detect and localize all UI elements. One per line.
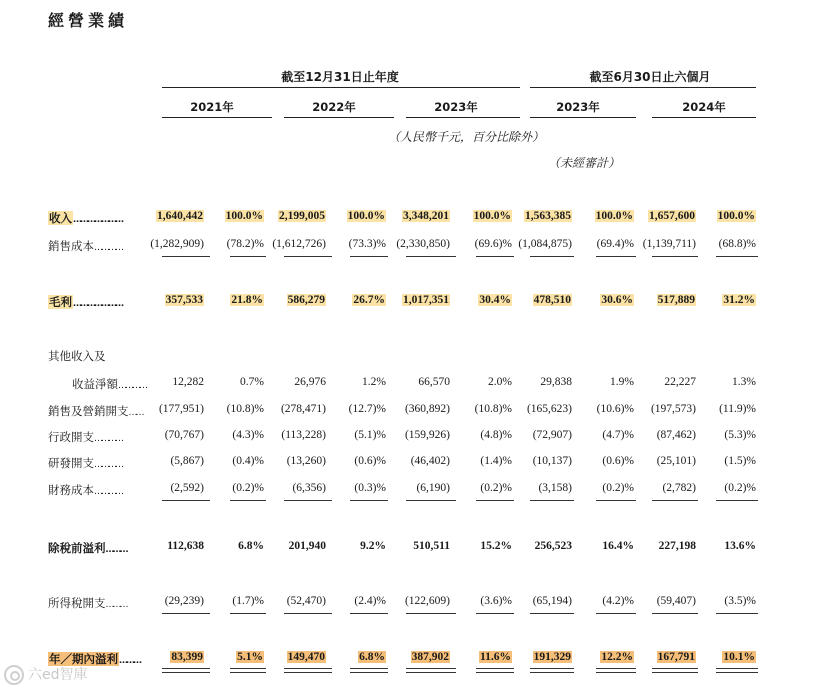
amount-cell [586,482,696,494]
cell-value: 29,838 [540,376,572,388]
cell-value: 100.0% [473,210,511,222]
row-label-text: 銷售及營銷開支 [48,404,129,418]
total-double-rule [652,668,698,673]
cell-value: 15.2% [480,540,512,552]
cell-value: (68.8)% [718,238,756,250]
amount-cell [216,403,326,415]
subtotal-rule [406,256,456,257]
amount-cell [462,403,572,415]
amount-cell [216,294,326,306]
amount-cell [216,210,326,222]
subtotal-rule [406,500,456,501]
amount-cell [216,540,326,552]
cell-value: (12.7)% [348,403,386,415]
cell-value: 100.0% [717,210,755,222]
cell-value: (113,228) [281,429,326,441]
amount-cell [462,595,572,607]
percent-cell [696,238,756,250]
amount-cell [586,595,696,607]
page-title: 經營業績 [48,11,129,30]
cell-value: (25,101) [656,455,696,467]
amount-cell [340,455,450,467]
cell-value: (1,282,909) [150,238,204,250]
percent-cell [696,651,756,663]
total-double-rule [476,668,514,673]
amount-cell [340,540,450,552]
cell-value: 100.0% [347,210,385,222]
total-double-rule [162,668,210,673]
cell-value: (165,623) [526,403,572,415]
cell-value: (5.1)% [354,429,386,441]
amount-cell [94,455,204,467]
percent-cell [696,210,756,222]
cell-value: 26,976 [294,376,326,388]
percent-cell [696,482,756,494]
cell-value: 100.0% [595,210,633,222]
percent-cell [696,403,756,415]
cell-value: 1,640,442 [157,210,203,222]
cell-value: 22,227 [664,376,696,388]
amount-cell [586,429,696,441]
subtotal-rule [406,613,456,614]
cell-value: 149,470 [287,651,325,663]
subtotal-rule [716,500,758,501]
cell-value: 586,279 [287,294,325,306]
cell-value: (0.2)% [724,482,756,494]
row-label-text: 行政開支 [48,430,94,444]
amount-cell [94,482,204,494]
cell-value: (10.8)% [474,403,512,415]
cell-value: 1,017,351 [403,294,449,306]
year-rule-2 [284,117,394,118]
percent-cell [696,376,756,388]
year-2023: 2023年 [434,100,478,114]
cell-value: (2,592) [170,482,204,494]
amount-cell [340,651,450,663]
cell-value: (1.5)% [724,455,756,467]
cell-value: 9.2% [360,540,386,552]
row-label-text: 研發開支 [48,456,94,470]
total-double-rule [596,668,636,673]
cell-value: 517,889 [657,294,695,306]
amount-cell [462,210,572,222]
header-rule-right [530,87,756,88]
subtotal-rule [230,613,266,614]
cell-value: (4.2)% [602,595,634,607]
amount-cell [94,210,204,222]
row-label-text: 年／期內溢利 [49,652,118,666]
cell-value: 31.2% [723,294,755,306]
amount-cell [586,540,696,552]
subtotal-rule [596,256,636,257]
cell-value: (0.4)% [232,455,264,467]
amount-cell [94,376,204,388]
year-rule-4 [530,117,636,118]
subtotal-rule [162,256,210,257]
cell-value: (59,407) [656,595,696,607]
row-label-text: 除稅前溢利 [48,541,106,555]
row-label-leader-dots: ………… [94,243,122,253]
cell-value: 1,563,385 [525,210,571,222]
subtotal-rule [350,500,388,501]
cell-value: (2,330,850) [396,238,450,250]
amount-cell [94,429,204,441]
subtotal-rule [716,613,758,614]
cell-value: 13.6% [724,540,756,552]
cell-value: 256,523 [534,540,572,552]
year-2022: 2022年 [312,100,356,114]
amount-cell [340,210,450,222]
amount-cell [340,482,450,494]
cell-value: (11.9)% [719,403,756,415]
header-year-ended: 截至12月31日止年度 [281,70,399,84]
subtotal-rule [230,500,266,501]
amount-cell [462,482,572,494]
subtotal-rule [716,256,758,257]
cell-value: (70,767) [164,429,204,441]
amount-cell [586,210,696,222]
amount-cell [94,540,204,552]
row-label-leader-dots: ………… [94,460,122,470]
amount-cell [340,376,450,388]
row-label-text: 毛利 [49,295,72,309]
cell-value: (278,471) [280,403,326,415]
cell-value: (0.3)% [354,482,386,494]
cell-value: 66,570 [418,376,450,388]
percent-cell [696,595,756,607]
total-double-rule [230,668,266,673]
amount-cell [586,455,696,467]
subtotal-rule [230,256,266,257]
row-label [48,348,106,364]
cell-value: (1.7)% [232,595,264,607]
cell-value: 26.7% [353,294,385,306]
subtotal-rule [162,613,210,614]
row-label-leader-dots: ……… [119,656,140,666]
cell-value: 191,329 [533,651,571,663]
cell-value: (46,402) [410,455,450,467]
cell-value: (1,139,711) [642,238,696,250]
cell-value: 0.7% [240,376,264,388]
year-rule-3 [406,117,520,118]
amount-cell [462,651,572,663]
cell-value: 1,657,600 [649,210,695,222]
cell-value: (4.8)% [480,429,512,441]
cell-value: 30.4% [479,294,511,306]
amount-cell [216,595,326,607]
cell-value: (72,907) [532,429,572,441]
cell-value: (122,609) [404,595,450,607]
subtotal-rule [284,500,332,501]
amount-cell [216,238,326,250]
subtotal-rule [162,500,210,501]
amount-cell [462,238,572,250]
amount-cell [340,294,450,306]
row-label-text: 銷售成本 [48,239,94,253]
cell-value: 357,533 [165,294,203,306]
amount-cell [216,376,326,388]
amount-cell [216,482,326,494]
cell-value: 12,282 [172,376,204,388]
cell-value: (0.2)% [480,482,512,494]
total-double-rule [530,668,574,673]
subtotal-rule [596,613,636,614]
cell-value: (69.4)% [596,238,634,250]
row-label-leader-dots: ……… [105,545,127,555]
percent-cell [696,429,756,441]
row-label-leader-dots: ………… [118,381,146,391]
cell-value: (78.2)% [226,238,264,250]
row-label-leader-dots: ………………… [73,299,122,309]
subtotal-rule [476,256,514,257]
unaudited-note: （未經審計） [548,156,621,170]
cell-value: (2.4)% [354,595,386,607]
year-rule-5 [652,117,756,118]
year-2023-h1: 2023年 [556,100,600,114]
cell-value: (69.6)% [474,238,512,250]
amount-cell [340,595,450,607]
cell-value: 112,638 [167,540,204,552]
cell-value: 16.4% [602,540,634,552]
subtotal-rule [284,256,332,257]
cell-value: (5,867) [170,455,204,467]
cell-value: (29,239) [164,595,204,607]
cell-value: 10.1% [723,651,755,663]
watermark-text: 六ed智庫 [28,667,88,683]
amount-cell [586,294,696,306]
cell-value: (4.7)% [602,429,634,441]
amount-cell [586,376,696,388]
cell-value: 387,902 [411,651,449,663]
subtotal-rule [596,500,636,501]
total-double-rule [406,668,456,673]
amount-cell [462,455,572,467]
cell-value: (3,158) [538,482,572,494]
total-double-rule [284,668,332,673]
cell-value: (2,782) [662,482,696,494]
cell-value: (0.6)% [354,455,386,467]
cell-value: (1,084,875) [518,238,572,250]
cell-value: (52,470) [286,595,326,607]
row-label-text: 收益淨額 [72,377,118,391]
cell-value: 167,791 [657,651,695,663]
row-label-leader-dots: ………… [94,434,122,444]
cell-value: (6,190) [416,482,450,494]
subtotal-rule [350,613,388,614]
subtotal-rule [530,500,574,501]
cell-value: 1.9% [610,376,634,388]
amount-cell [94,238,204,250]
cell-value: 227,198 [658,540,696,552]
cell-value: 100.0% [225,210,263,222]
cell-value: 3,348,201 [403,210,449,222]
cell-value: (13,260) [286,455,326,467]
cell-value: (159,926) [404,429,450,441]
year-2024-h1: 2024年 [682,100,726,114]
subtotal-rule [652,256,698,257]
cell-value: 12.2% [601,651,633,663]
subtotal-rule [284,613,332,614]
amount-cell [94,294,204,306]
cell-value: 1.3% [732,376,756,388]
year-2021: 2021年 [190,100,234,114]
cell-value: (197,573) [650,403,696,415]
cell-value: (87,462) [656,429,696,441]
amount-cell [94,595,204,607]
amount-cell [586,651,696,663]
subtotal-rule [530,256,574,257]
row-label-text: 所得稅開支 [48,596,106,610]
amount-cell [462,294,572,306]
subtotal-rule [476,500,514,501]
cell-value: (0.6)% [602,455,634,467]
subtotal-rule [476,613,514,614]
row-label-leader-dots: ………………… [73,215,122,225]
watermark [4,664,88,685]
subtotal-rule [530,613,574,614]
row-label-leader-dots: ……… [105,600,127,610]
header-six-months: 截至6月30日止六個月 [589,70,711,84]
cell-value: 2.0% [488,376,512,388]
cell-value: (3.5)% [724,595,756,607]
cell-value: 21.8% [231,294,263,306]
cell-value: (0.2)% [232,482,264,494]
amount-cell [340,238,450,250]
cell-value: 510,511 [413,540,450,552]
cell-value: 1.2% [362,376,386,388]
amount-cell [216,429,326,441]
cell-value: 6.8% [359,651,385,663]
header-rule-left [162,87,520,88]
amount-cell [462,540,572,552]
watermark-logo-icon [4,665,24,685]
cell-value: (1,612,726) [272,238,326,250]
row-label-leader-dots: …… [128,408,143,418]
cell-value: 11.6% [480,651,511,663]
row-label-text: 其他收入及 [48,349,106,363]
row-label-text: 收入 [49,211,72,225]
amount-cell [340,403,450,415]
cell-value: 83,399 [171,651,203,663]
amount-cell [340,429,450,441]
cell-value: (4.3)% [232,429,264,441]
total-double-rule [350,668,388,673]
cell-value: (1.4)% [480,455,512,467]
cell-value: (0.2)% [602,482,634,494]
amount-cell [94,403,204,415]
amount-cell [216,455,326,467]
subtotal-rule [652,613,698,614]
percent-cell [696,294,756,306]
cell-value: (10.8)% [226,403,264,415]
row-label-text: 財務成本 [48,483,94,497]
cell-value: 478,510 [533,294,571,306]
cell-value: (3.6)% [480,595,512,607]
cell-value: (10.6)% [596,403,634,415]
cell-value: (360,892) [404,403,450,415]
cell-value: (6,356) [292,482,326,494]
cell-value: (73.3)% [348,238,386,250]
currency-note: （人民幣千元，百分比除外） [388,130,545,144]
amount-cell [586,403,696,415]
cell-value: (177,951) [158,403,204,415]
subtotal-rule [350,256,388,257]
cell-value: (65,194) [532,595,572,607]
row-label-leader-dots: ………… [94,487,122,497]
cell-value: (10,137) [532,455,572,467]
cell-value: 6.8% [238,540,264,552]
total-double-rule [716,668,758,673]
cell-value: 201,940 [288,540,326,552]
year-rule-1 [162,117,272,118]
cell-value: 30.6% [601,294,633,306]
amount-cell [462,429,572,441]
cell-value: 5.1% [237,651,263,663]
cell-value: 2,199,005 [279,210,325,222]
amount-cell [462,376,572,388]
subtotal-rule [652,500,698,501]
amount-cell [94,651,204,663]
percent-cell [696,540,756,552]
cell-value: (5.3)% [724,429,756,441]
amount-cell [216,651,326,663]
amount-cell [586,238,696,250]
percent-cell [696,455,756,467]
